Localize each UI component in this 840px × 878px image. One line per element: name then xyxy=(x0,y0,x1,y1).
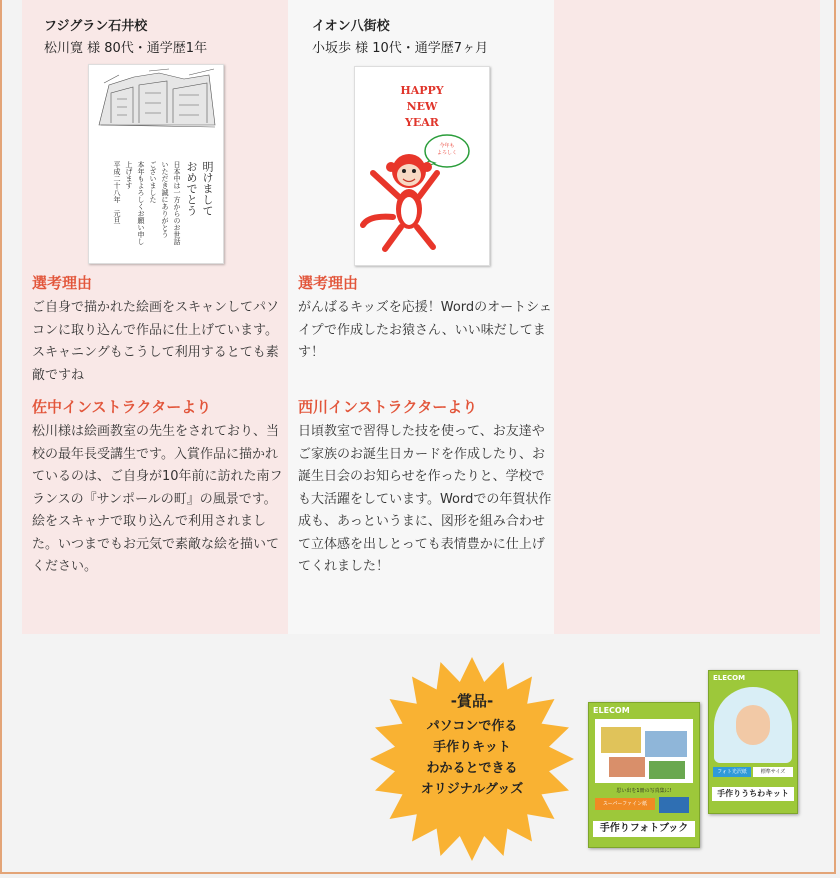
prize-title: -賞品- xyxy=(450,692,494,710)
entry-column-3 xyxy=(554,0,820,634)
reason-text: がんばるキッズを応援！Wordのオートシェイプで作成したお猿さん、いい味だしてます！ xyxy=(298,300,552,360)
product-uchiwa-kit xyxy=(708,670,798,814)
product-brand: ELECOM xyxy=(593,706,630,715)
reason-heading: 選考理由 xyxy=(32,274,93,292)
entry-person: 松川寛 様 80代・通学歴1年 xyxy=(44,41,208,56)
entry-school: イオン八街校 xyxy=(312,19,390,34)
card-greeting-text xyxy=(103,161,215,257)
card-line: おめでとう xyxy=(185,161,198,216)
newyear-card-image xyxy=(88,64,224,264)
card-line: 平成二十八年 元旦 xyxy=(113,161,121,224)
card-line: 明けまして xyxy=(201,161,214,216)
card-line: 日本中は一方からのお世話 xyxy=(173,161,181,245)
product-paper-label: スーパーファイン紙 xyxy=(595,798,655,810)
product-photo-area xyxy=(714,687,792,763)
product-brand: ELECOM xyxy=(713,674,746,682)
reason-text: ご自身で描かれた絵画をスキャンしてパソコンに取り込んで作品に仕上げています。スキャニングもこうして利用するとても素敵ですね xyxy=(32,300,280,383)
product-name: 手作りフォトブック xyxy=(593,821,695,837)
reason-heading: 選考理由 xyxy=(298,274,359,292)
product-paper-label: フォト光沢紙 xyxy=(713,767,751,777)
card-line: 本年もよろしくお願い申し xyxy=(137,161,145,245)
prize-line: パソコンで作る xyxy=(426,719,518,734)
speech-bubble-text: 今年も よろしく xyxy=(436,143,457,156)
entry-school: フジグラン石井校 xyxy=(44,19,148,34)
instructor-text: 日頃教室で習得した技を使って、お友達やご家族のお誕生日カードを作成したり、お誕生日会のお知らせを作ったりと、学校でも大活躍をしています。Wordでの年賀状作成も、あっというまに、図形を組み合わせて立体感を出しとっても表情豊かに仕上げてくれました！ xyxy=(298,424,552,574)
entry-person: 小坂歩 様 10代・通学歴7ヶ月 xyxy=(312,41,489,56)
card-line: YEAR xyxy=(405,116,439,129)
card-line: HAPPY xyxy=(400,84,444,97)
prize-line: わかるとできる xyxy=(426,761,518,776)
prize-line: 手作りキット xyxy=(433,740,511,755)
instructor-heading: 西川インストラクターより xyxy=(298,398,478,416)
prize-line: オリジナルグッズ xyxy=(420,782,524,797)
product-photobook xyxy=(588,702,700,848)
card-line: 上げます xyxy=(125,161,133,189)
monkey-illustration xyxy=(355,67,489,265)
instructor-text: 松川様は絵画教室の先生をされており、当校の最年長受講生です。入賞作品に描かれているのは、ご自身が10年前に訪れた南フランスの『サンポールの町』の風景です。絵をスキャナで取り込んで利用されました。いつまでもお元気で素敵な絵を描いてください。 xyxy=(32,424,283,574)
card-line: NEW xyxy=(406,100,438,113)
instructor-heading: 佐中インストラクターより xyxy=(32,398,212,416)
newyear-card-image xyxy=(354,66,490,266)
product-photo-area xyxy=(595,719,693,783)
card-line: いただき誠にありがとう xyxy=(161,161,169,238)
product-name: 手作りうちわキット xyxy=(712,787,794,801)
prize-panel xyxy=(384,690,560,800)
card-line: ございました xyxy=(149,161,157,203)
product-tagline: 思い出を1冊の写真集に! xyxy=(616,788,672,794)
product-size-label: 標準サイズ xyxy=(753,767,793,777)
